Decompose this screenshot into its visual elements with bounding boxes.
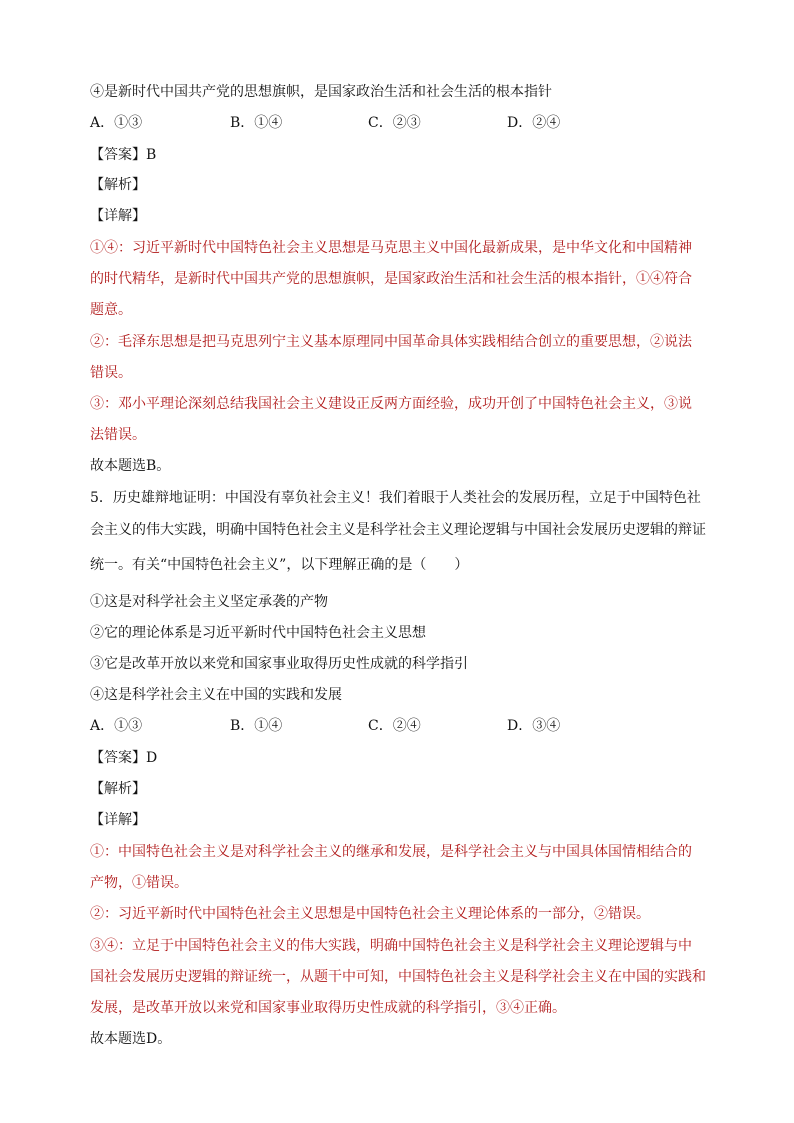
q5-item-3: ③它是改革开放以来党和国家事业取得历史性成就的科学指引 — [90, 656, 468, 672]
q4-detail-line: ①④：习近平新时代中国特色社会主义思想是马克思主义中国化最新成果，是中华文化和中国精神 — [90, 240, 692, 256]
q4-detail-line: 错误。 — [90, 365, 132, 381]
q5-detail-line: ③④：立足于中国特色社会主义的伟大实践，明确中国特色社会主义是科学社会主义理论逻辑与中 — [90, 938, 692, 954]
q5-item-4: ④这是科学社会主义在中国的实践和发展 — [90, 687, 342, 703]
q5-detail-line: 国社会发展历史逻辑的辩证统一，从题干中可知，中国特色社会主义是科学社会主义在中国的实践和 — [90, 969, 706, 985]
q4-option-b: B．①④ — [230, 115, 283, 131]
q4-detail-line: 的时代精华，是新时代中国共产党的思想旗帜，是国家政治生活和社会生活的根本指针，①④符合 — [90, 271, 692, 287]
q5-stem-line: 统一。有关“中国特色社会主义”，以下理解正确的是（ ） — [90, 557, 469, 573]
q5-answer: 【答案】D — [90, 750, 158, 766]
q4-option-d: D．②④ — [507, 115, 561, 131]
q4-option-a: A．①③ — [90, 115, 143, 131]
q5-option-d: D．③④ — [507, 718, 561, 734]
q5-item-2: ②它的理论体系是习近平新时代中国特色社会主义思想 — [90, 625, 426, 641]
q4-item-4: ④是新时代中国共产党的思想旗帜，是国家政治生活和社会生活的根本指针 — [90, 84, 552, 100]
q5-stem-line: 会主义的伟大实践，明确中国特色社会主义是科学社会主义理论逻辑与中国社会发展历史逻辑的辩证 — [90, 522, 706, 538]
q4-detail-line: 法错误。 — [90, 427, 146, 443]
q5-option-a: A．①③ — [90, 718, 143, 734]
q4-answer: 【答案】B — [90, 147, 157, 163]
q5-conclusion: 故本题选D。 — [90, 1031, 172, 1047]
q4-detail-line: 题意。 — [90, 302, 132, 318]
q5-detail-line: 发展，是改革开放以来党和国家事业取得历史性成就的科学指引，③④正确。 — [90, 1000, 566, 1016]
q4-detail-line: ③：邓小平理论深刻总结我国社会主义建设正反两方面经验，成功开创了中国特色社会主义，③说 — [90, 396, 692, 412]
q5-option-c: C．②④ — [368, 718, 421, 734]
q5-option-b: B．①④ — [230, 718, 283, 734]
q5-detail-label: 【详解】 — [90, 812, 146, 828]
q4-detail-line: ②：毛泽东思想是把马克思列宁主义基本原理同中国革命具体实践相结合创立的重要思想，②说法 — [90, 334, 692, 350]
q4-detail-label: 【详解】 — [90, 208, 146, 224]
q4-conclusion: 故本题选B。 — [90, 458, 171, 474]
q5-detail-line: ①：中国特色社会主义是对科学社会主义的继承和发展，是科学社会主义与中国具体国情相结合的 — [90, 844, 692, 860]
q4-option-c: C．②③ — [368, 115, 421, 131]
q4-analysis-label: 【解析】 — [90, 177, 146, 193]
q5-analysis-label: 【解析】 — [90, 781, 146, 797]
q5-item-1: ①这是对科学社会主义坚定承袭的产物 — [90, 594, 328, 610]
q5-stem-line: 5．历史雄辩地证明：中国没有辜负社会主义！我们着眼于人类社会的发展历程，立足于中国特色社 — [90, 490, 701, 506]
q5-detail-line: ②：习近平新时代中国特色社会主义思想是中国特色社会主义理论体系的一部分，②错误。 — [90, 906, 650, 922]
q5-detail-line: 产物，①错误。 — [90, 875, 188, 891]
